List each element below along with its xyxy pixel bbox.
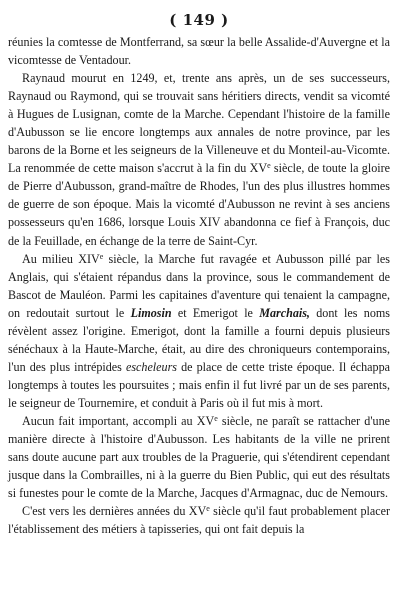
text-run: C'est vers les dernières années du XV [22, 504, 207, 519]
paragraph [8, 412, 390, 502]
text-run: siècle qu'il faut probablement placer l'établissement des métiers à tapisseries, qui ont fait depuis la [8, 504, 390, 537]
paragraph [8, 33, 390, 69]
text-run: et Emerigot le [171, 305, 260, 320]
text-run: de place de cette triste époque. Il échappa longtemps à toutes les poursuites ; mais enfin il fut livré par un de ses parents, le seigneur de Tournemire, et conduit à Paris où il fut mis à mort. [8, 359, 390, 410]
superscript: e [99, 251, 104, 261]
text-run: Aucun fait important, accompli au XV [22, 413, 215, 428]
text-run: Raynaud mourut en 1249, et, trente ans après, un de ses successeurs, Raynaud ou Raymond, qui se trouvait sans héritiers directs, vendit sa vicomté à Hugues de Lusignan, comte de la Marche. Cependant l'histoire de la famille d'Aubusson se lie encore longtemps aux annales de notre province, par les barons de la Borne et les seigneurs de la Villeneuve et du Monteil-au-Vicomte. La renommée de cette maison s'accrut à la fin du XV [8, 71, 390, 176]
emphasized-name: Marchais, [259, 305, 310, 320]
text-run: réunies la comtesse de Montferrand, sa sœur la belle Assalide-d'Auvergne et la vicomtesse de Ventadour. [8, 35, 390, 68]
emphasized-name: Limosin [130, 305, 172, 320]
page-number: ( 149 ) [169, 11, 229, 29]
superscript: e [206, 504, 210, 514]
text-run: Au milieu XIV [22, 251, 100, 266]
italic-term: escheleurs [125, 359, 177, 374]
text-run: siècle, ne paraît se rattacher d'une manière directe à l'histoire d'Aubusson. Les habitants de la ville ne prirent sans doute aucune part aux troubles de la Praguerie, qui s'étendirent cependant jusque dans la Combrailles, ni à la guerre du Bien Public, qui eut des résultats si funestes pour le comte de la Marche, Jacques d'Armagnac, duc de Nemours. [8, 413, 390, 501]
body-text [8, 33, 390, 538]
paragraph [8, 502, 390, 538]
text-run: siècle, de toute la gloire de Pierre d'Aubusson, grand-maître de Rhodes, l'un des plus illustres hommes de guerre de son époque. Mais la vicomté d'Aubusson ne revint à ses anciens possesseurs qu'en 1686, lorsque Louis XIV abandonna ce fief à François, duc de la Feuillade, en échange de la terre de Saint-Cyr. [8, 161, 390, 248]
text-run: siècle, la Marche fut ravagée et Aubusson pillé par les Anglais, qui s'étaient répandus dans la province, sous le commandement de Bascot de Mauléon. Parmi les capitaines d'aventure qui tenaient la campagne, on redoutait surtout le [8, 251, 390, 320]
superscript: e [214, 413, 218, 423]
paragraph [8, 69, 390, 249]
superscript: e [267, 161, 271, 171]
text-run: dont les noms révèlent assez l'origine. Emerigot, dont la famille a fourni depuis plusieurs sénéchaux à la Haute-Marche, était, au dire des chroniqueurs contemporains, l'un des plus intrépides [8, 305, 390, 374]
paragraph [8, 250, 390, 412]
